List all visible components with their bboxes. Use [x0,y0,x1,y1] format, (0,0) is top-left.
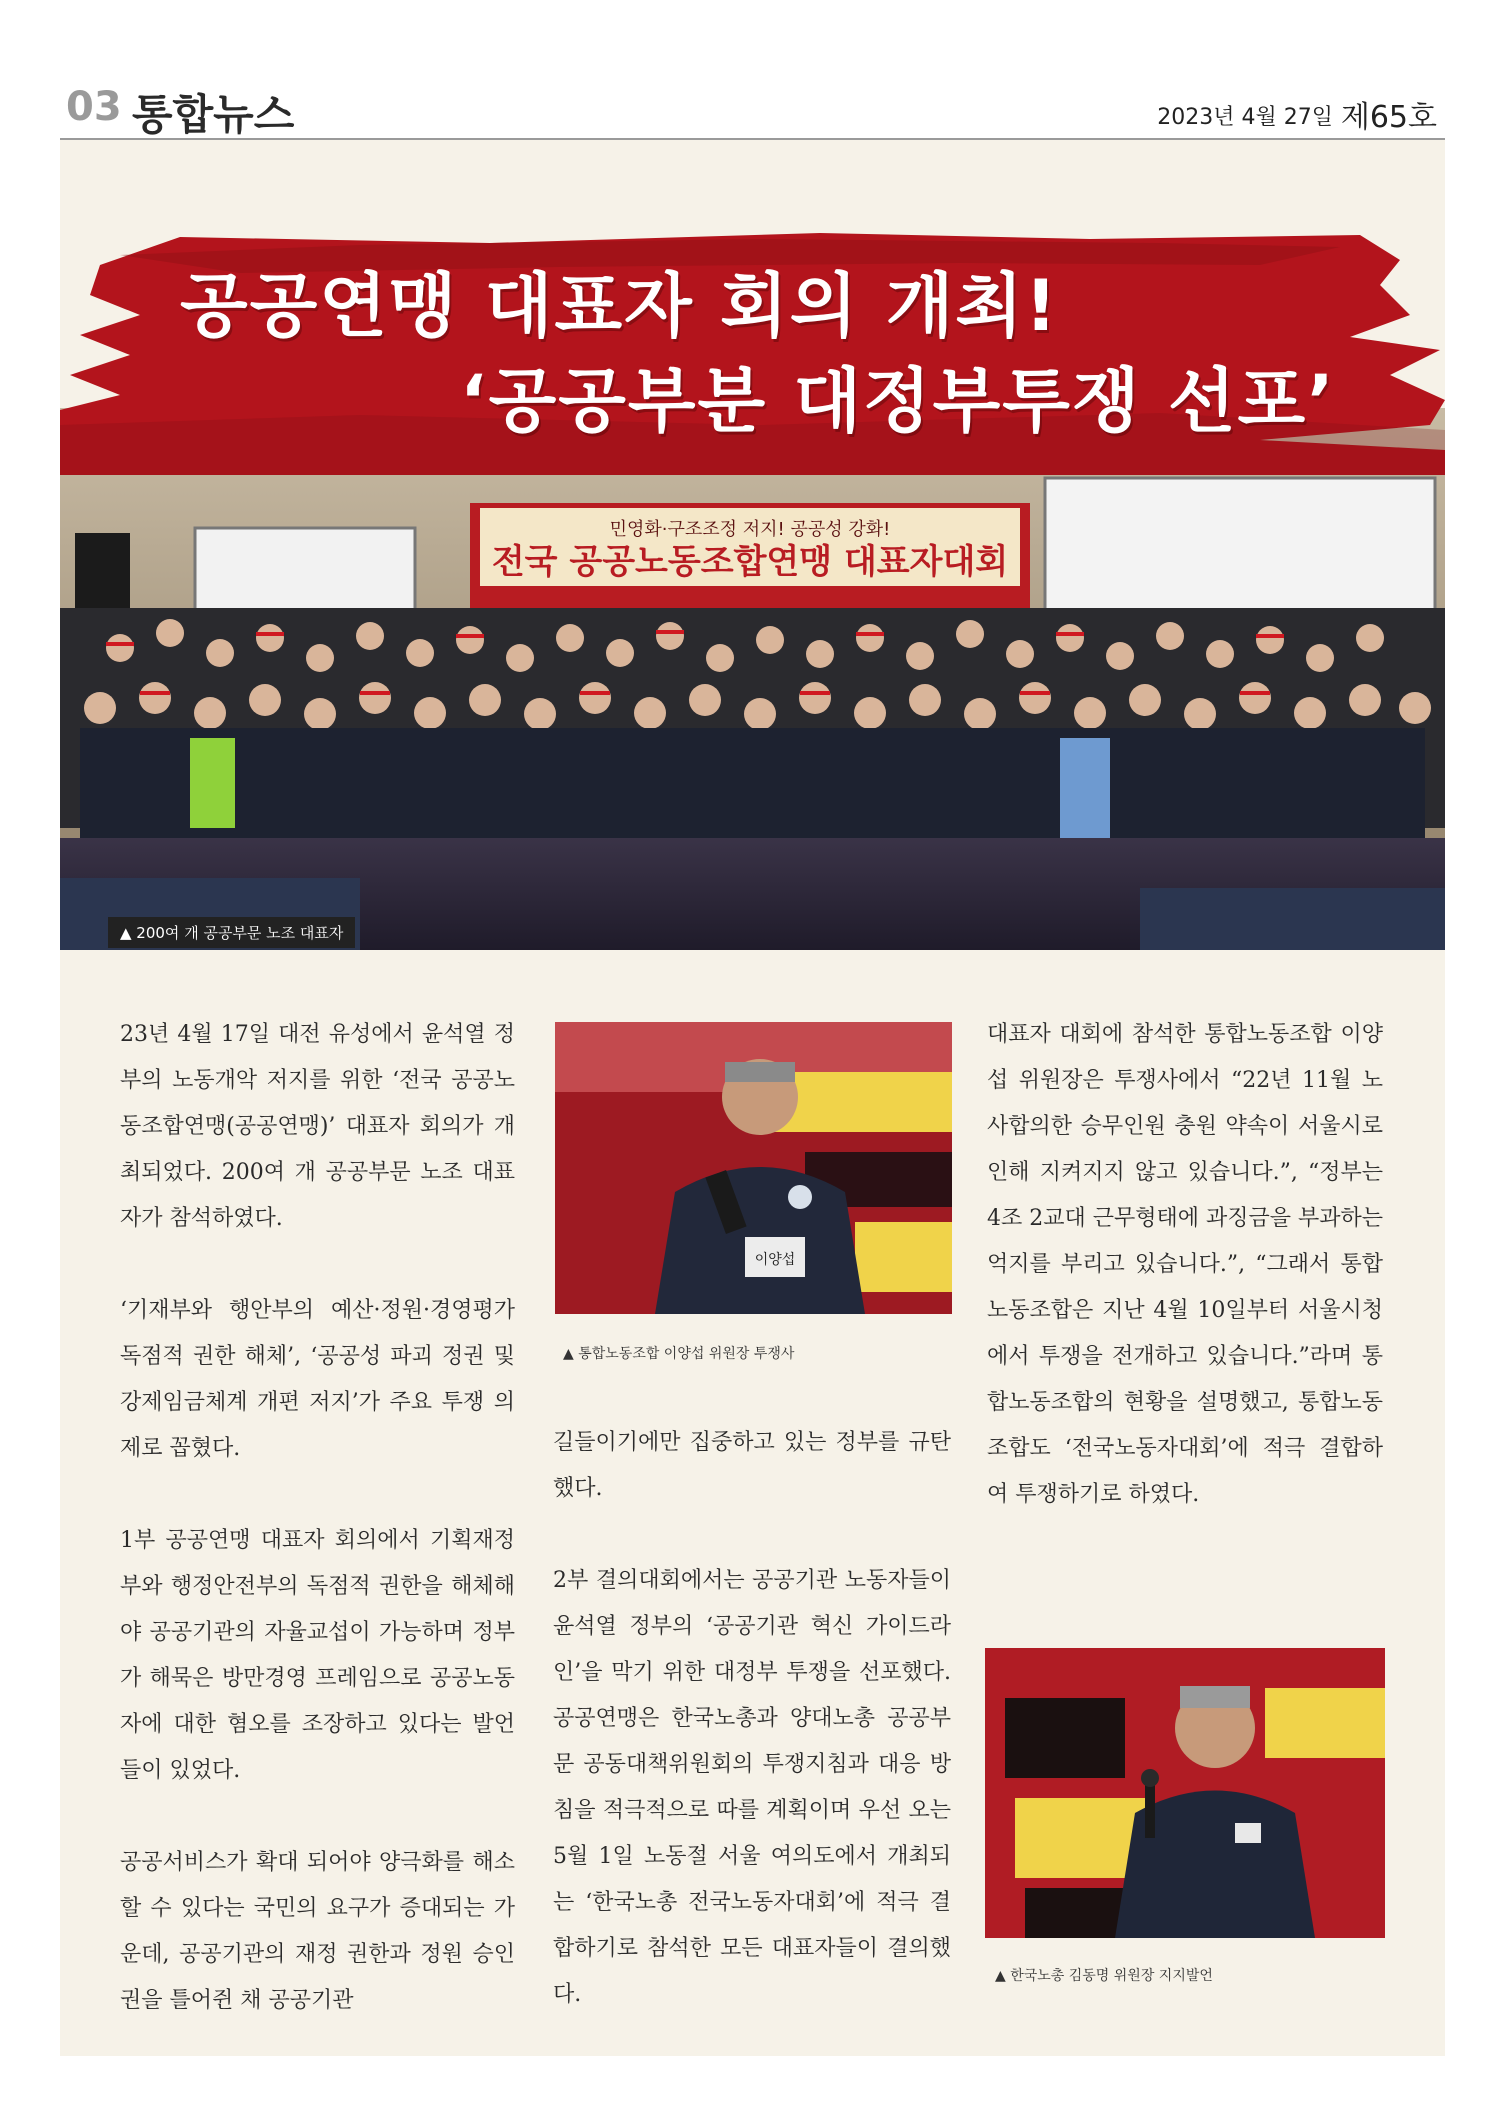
paragraph: 대표자 대회에 참석한 통합노동조합 이양섭 위원장은 투쟁사에서 “22년 11월 노사합의한 승무인원 충원 약속이 서울시로 인해 지켜지지 않고 있습니다.”, “정부는 4조 2교대 근무형태에 과징금을 부과하는 억지를 부리고 있습니다.”, “그래서 통합노동조합은 지난 4월 10일부터 서울시청에서 투쟁을 전개하고 있습니다.”라며 통합노동조합의 현황을 설명했고, 통합노동조합도 ‘전국노동자대회’에 적극 결합하여 투쟁하기로 하였다. [987,1022,1383,1507]
speaker-photo-1-caption: ▲ 통합노동조합 이양섭 위원장 투쟁사 [563,1346,795,1362]
rally-photo-illustration [60,408,1445,950]
speaker-photo-illustration [985,1648,1385,1938]
main-photo-caption: ▲ 200여 개 공공부문 노조 대표자 [108,917,355,948]
speaker-photo-illustration [555,1022,952,1314]
paragraph: 공공서비스가 확대 되어야 양극화를 해소할 수 있다는 국민의 요구가 증대되는 가운데, 공공기관의 재정 권한과 정원 승인권을 틀어쥔 채 공공기관 [120,1850,515,2013]
speaker-photo-2-caption: ▲ 한국노총 김동명 위원장 지지발언 [995,1968,1213,1984]
paragraph: ‘기재부와 행안부의 예산·정원·경영평가 독점적 권한 해체’, ‘공공성 파괴 정권 및 강제임금체계 개편 저지’가 주요 투쟁 의제로 꼽혔다. [120,1298,515,1461]
article-column-3 [987,1012,1383,1564]
headline-line-2: ‘공공부분 대정부투쟁 선포’ [460,360,1336,442]
page-number: 03 [66,84,122,130]
issue-number: 제65호 [1340,100,1437,135]
article-column-1 [120,1012,515,2070]
speaker-photo-2 [985,1648,1385,1938]
article-column-2 [553,1420,951,2064]
issue-date: 2023년 4월 27일 [1157,105,1333,130]
name-tag-text: 이양섭 [754,1252,796,1268]
section-title: 통합뉴스 [132,90,295,139]
headline-line-1: 공공연맹 대표자 회의 개최! [180,265,1059,347]
paragraph: 1부 공공연맹 대표자 회의에서 기획재정부와 행정안전부의 독점적 권한을 해체해야 공공기관의 자율교섭이 가능하며 정부가 해묵은 방만경영 프레임으로 공공노동자에 대한 혐오를 조장하고 있다는 발언들이 있었다. [120,1528,515,1783]
speaker-photo-1 [555,1022,952,1314]
stage-banner-title: 전국 공공노동조합연맹 대표자대회 [491,542,1009,582]
paragraph: 길들이기에만 집중하고 있는 정부를 규탄했다. [553,1430,951,1501]
stage-banner-subtitle: 민영화·구조조정 저지! 공공성 강화! [609,519,891,540]
paragraph: 2부 결의대회에서는 공공기관 노동자들이 윤석열 정부의 ‘공공기관 혁신 가이드라인’을 막기 위한 대정부 투쟁을 선포했다. 공공연맹은 한국노총과 양대노총 공공부문 공동대책위원회의 투쟁지침과 대응 방침을 적극적으로 따를 계획이며 우선 오는 5월 1일 노동절 서울 여의도에서 개최되는 ‘한국노총 전국노동자대회’에 적극 결합하기로 참석한 모든 대표자들이 결의했다. [553,1568,951,2007]
main-photo [60,408,1445,950]
page-header [60,78,1445,140]
paragraph: 23년 4월 17일 대전 유성에서 윤석열 정부의 노동개악 저지를 위한 ‘전국 공공노동조합연맹(공공연맹)’ 대표자 회의가 개최되었다. 200여 개 공공부문 노조 대표자가 참석하였다. [120,1022,515,1231]
headline-banner [60,225,1445,475]
